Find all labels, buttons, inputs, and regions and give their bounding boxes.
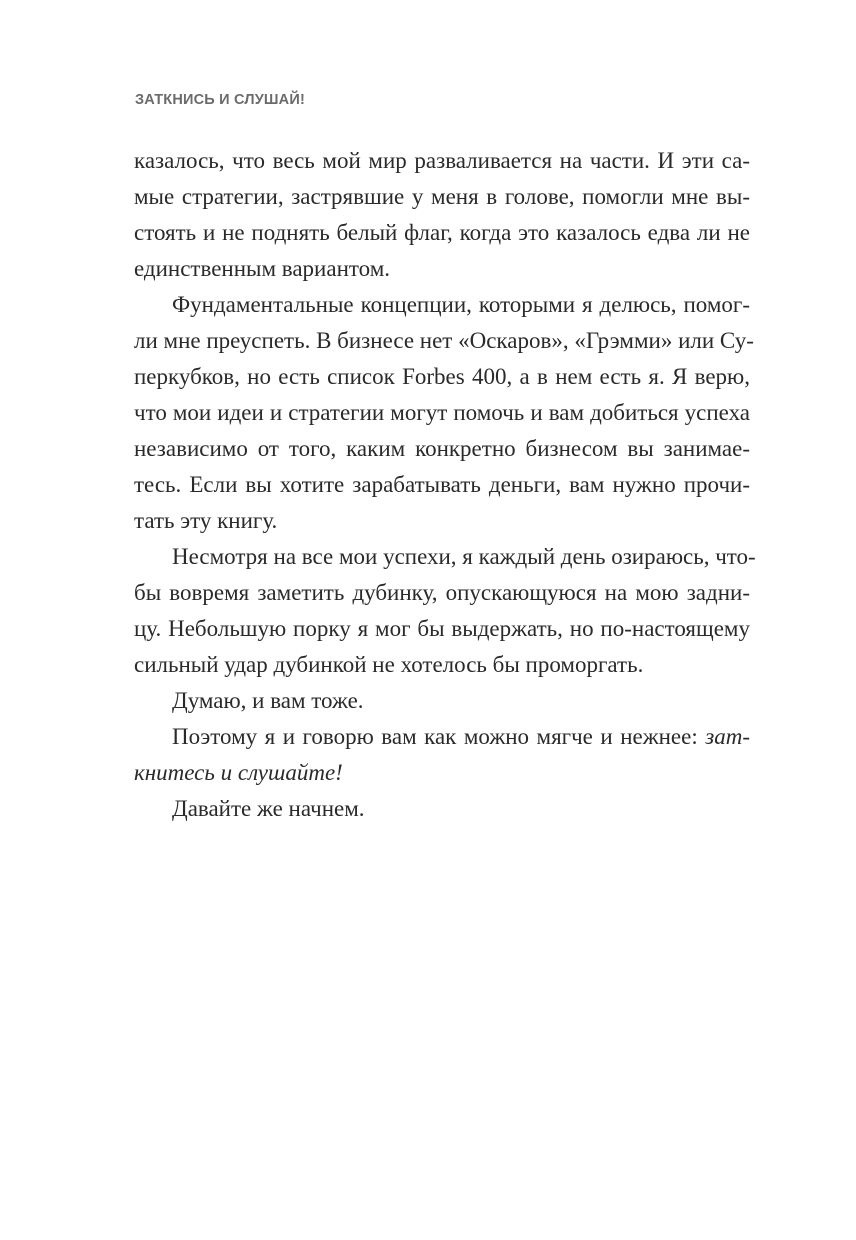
text-line: тать эту книгу. <box>134 508 278 533</box>
body-text <box>134 143 756 827</box>
text-run: Поэтому я и говорю вам как можно мягче и нежнее: <box>172 724 706 749</box>
text-line: единственным вариантом. <box>134 256 390 281</box>
italic-run: книтесь и слушайте! <box>134 760 343 785</box>
text-line: казалось, что весь мой мир разваливается на части. И эти са- <box>134 148 750 173</box>
text-line: стоять и не поднять белый флаг, когда это казалось едва ли не <box>134 220 750 245</box>
text-line: ли мне преуспеть. В бизнесе нет «Оскаров», «Грэмми» или Су- <box>134 328 754 353</box>
text-line: что мои идеи и стратегии могут помочь и вам добиться успеха <box>134 400 750 425</box>
text-line: мые стратегии, застрявшие у меня в голове, помогли мне вы- <box>134 184 750 209</box>
text-line: бы вовремя заметить дубинку, опускающуюся на мою задни- <box>134 580 750 605</box>
text-line <box>134 755 750 791</box>
text-line: Думаю, и вам тоже. <box>172 688 364 713</box>
text-line: цу. Небольшую порку я мог бы выдержать, но по-настоящему <box>134 616 750 641</box>
text-line: Несмотря на все мои успехи, я каждый день озираюсь, что- <box>172 544 756 569</box>
text-line: перкубков, но есть список Forbes 400, а в нем есть я. Я верю, <box>134 364 750 389</box>
italic-run: зат- <box>705 724 750 749</box>
text-line: Фундаментальные концепции, которыми я делюсь, помог- <box>172 292 750 317</box>
text-line <box>134 719 750 755</box>
text-line: Давайте же начнем. <box>172 796 365 821</box>
running-head: ЗАТКНИСЬ И СЛУШАЙ! <box>135 92 306 108</box>
text-line: независимо от того, каким конкретно бизнесом вы занимае- <box>134 436 750 461</box>
text-line: сильный удар дубинкой не хотелось бы проморгать. <box>134 652 644 677</box>
text-line: тесь. Если вы хотите зарабатывать деньги, вам нужно прочи- <box>134 472 750 497</box>
